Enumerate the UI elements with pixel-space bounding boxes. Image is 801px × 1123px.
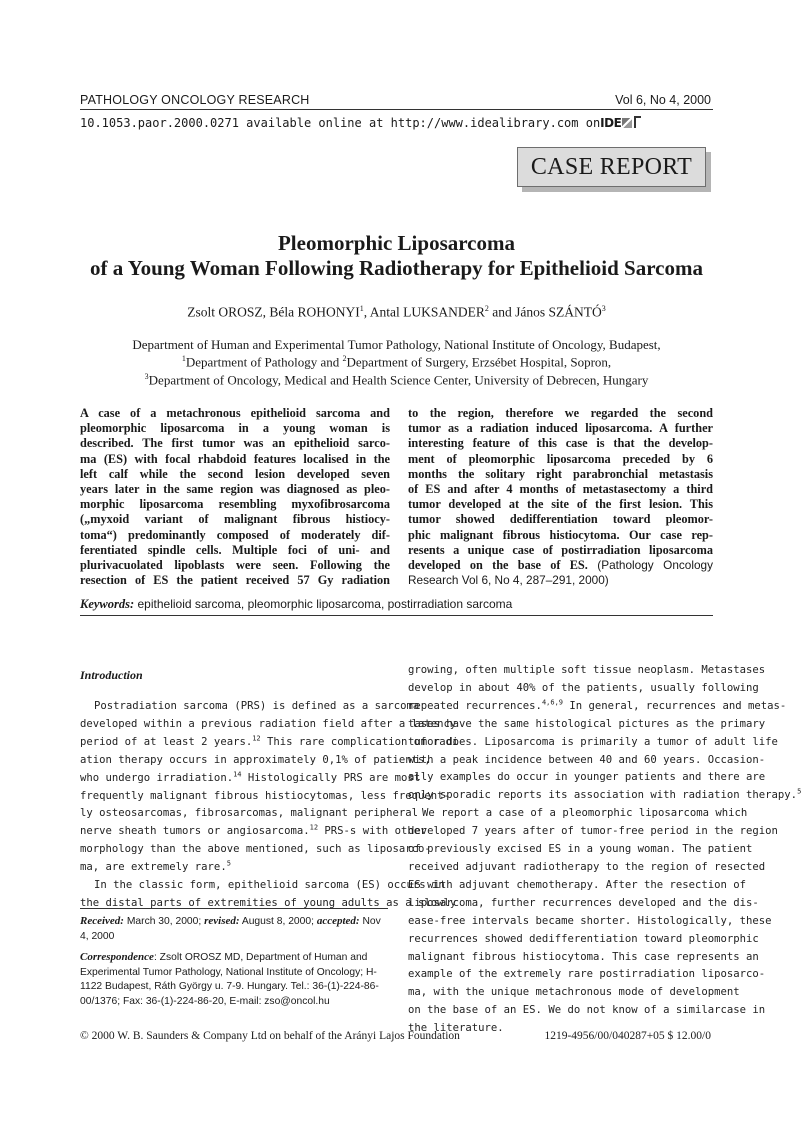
body-line	[80, 895, 457, 913]
body-text: ease-free intervals became shorter. Histologically, these	[408, 914, 772, 927]
author-list	[0, 304, 793, 321]
doi-line	[80, 116, 641, 130]
correspondence-text: : Zsolt OROSZ MD, Department of Human and Experimental Tumor Pathology, National Institute of Oncology; H-1122 Budapest, Ráth György u. 7-9. Hungary. Tel.: 36-(1)-224-86-00/1376; Fax: 36-(1)-224-86-20, E-mail: zso@oncol.hu	[80, 952, 379, 1007]
ideal-logo-bracket-icon	[634, 116, 641, 128]
body-line	[408, 859, 766, 877]
aff-2b: Department of Surgery, Erzsébet Hospital, Sopron,	[346, 354, 612, 370]
body-text: who undergo irradiation.	[80, 771, 234, 784]
author-sup-3: 3	[601, 304, 606, 313]
citation-superscript: 5	[797, 787, 801, 796]
abstract-line: months the solitary right parabronchial metastasis	[408, 466, 713, 481]
author-sup-2: 2	[484, 304, 489, 313]
affiliation-1: Department of Human and Experimental Tumor Pathology, National Institute of Oncology, Budapest,	[132, 337, 661, 352]
body-text: of previously excised ES in a young woman. The patient	[408, 843, 753, 856]
keywords-label: Keywords:	[80, 597, 135, 611]
section-heading-introduction: Introduction	[80, 668, 143, 682]
abstract-line: resection of ES the patient received 57 Gy radiation	[80, 573, 390, 588]
abstract-line: interesting feature of this case is that the develop-	[408, 436, 713, 451]
body-line	[408, 949, 759, 967]
body-line	[408, 841, 753, 859]
body-text: Postradiation sarcoma (PRS) is defined as a sarcoma	[94, 700, 420, 712]
body-text: In the classic form, epithelioid sarcoma (ES) occurs in	[94, 879, 445, 892]
abstract-line: toma“) predominantly composed of moderately dif-	[80, 527, 390, 542]
body-line	[80, 788, 450, 806]
body-line	[408, 984, 740, 1002]
abstract-line: morphic liposarcoma resembling myxofibrosarcoma	[80, 497, 390, 512]
body-text: liposarcoma, further recurrences developed and the dis-	[408, 896, 759, 909]
citation-superscript: 12	[252, 734, 261, 743]
journal-name: PATHOLOGY ONCOLOGY RESEARCH	[80, 93, 310, 107]
received-label: Received:	[80, 915, 124, 927]
revised-date: August 8, 2000;	[239, 916, 317, 927]
ideal-logo	[600, 116, 641, 130]
keywords-text: epithelioid sarcoma, pleomorphic liposarcoma, postirradiation sarcoma	[134, 597, 513, 611]
body-line	[408, 752, 766, 770]
abstract-line: („myxoid variant of malignant fibrous histiocy-	[80, 512, 390, 527]
volume-info: Vol 6, No 4, 2000	[615, 93, 711, 107]
accepted-label: accepted:	[316, 915, 360, 927]
article-title-line-2: of a Young Woman Following Radiotherapy for Epithelioid Sarcoma	[90, 256, 703, 280]
abstract-citation: (Pathology Oncology	[587, 558, 713, 573]
author-names-2: , Antal LUKSANDER	[363, 304, 485, 320]
body-text: tumor does. Liposarcoma is primarily a tumor of adult life	[408, 735, 778, 748]
abstract-line: tumor showed dedifferentiation toward pleomor-	[408, 512, 713, 527]
body-line	[408, 823, 778, 841]
body-line	[80, 877, 445, 895]
body-text: developed 7 years after of tumor-free period in the region	[408, 825, 778, 838]
citation-superscript: 5	[226, 859, 231, 868]
body-text: ally examples do occur in younger patients and there are	[408, 771, 766, 784]
body-line	[80, 823, 427, 841]
correspondence	[80, 950, 388, 1009]
keywords	[80, 597, 512, 612]
body-line	[80, 698, 420, 716]
citation-superscript: 4,6,9	[541, 698, 564, 707]
article-title-line-1: Pleomorphic Liposarcoma	[277, 231, 515, 255]
body-text: ma, with the unique metachronous mode of development	[408, 986, 740, 999]
body-line	[408, 1002, 766, 1020]
body-line	[408, 913, 772, 931]
intro-right-column	[408, 662, 801, 1038]
body-line	[408, 698, 787, 716]
body-text: malignant fibrous histiocytoma. This case represents an	[408, 950, 759, 963]
body-line	[408, 877, 747, 895]
correspondence-label: Correspondence	[80, 951, 154, 963]
body-text: morphology than the above mentioned, such as liposarco-	[80, 843, 431, 856]
body-text: ation therapy occurs in approximately 0,1% of patients,	[80, 753, 431, 766]
abstract-line: left calf while the second lesion developed seven	[80, 466, 390, 481]
body-line	[408, 895, 759, 913]
case-report-badge: CASE REPORT	[517, 147, 706, 187]
body-line	[408, 805, 748, 823]
body-line	[408, 966, 766, 984]
abstract-last-bold: developed on the base of ES.	[408, 558, 588, 573]
body-text: Histologically PRS are most	[241, 771, 421, 784]
abstract-line: phic malignant fibrous histiocytoma. Our case rep-	[408, 527, 713, 542]
aff-sup-2: 2	[342, 354, 347, 363]
abstract-line: resents a unique case of postirradiation liposarcoma	[408, 542, 713, 557]
body-line	[408, 734, 778, 752]
body-text: PRS-s with other	[318, 825, 427, 838]
body-text: repeated recurrences.	[408, 699, 542, 712]
body-line	[408, 787, 801, 805]
accepted-date: Nov 4, 2000	[80, 916, 381, 942]
aff-3-text: Department of Oncology, Medical and Health Science Center, University of Debrecen, Hungary	[148, 372, 649, 388]
header-rule	[80, 109, 713, 110]
body-text: the distal parts of extremities of young adults as a slowly	[80, 896, 457, 909]
revised-label: revised:	[204, 915, 240, 927]
body-text: ly osteosarcomas, fibrosarcomas, malignant peripheral	[80, 807, 419, 820]
article-footnote	[80, 914, 388, 1009]
abstract-line: pleomorphic liposarcoma in a young woman is	[80, 421, 390, 436]
author-sup-1: 1	[359, 304, 364, 313]
abstract-right-column	[408, 406, 713, 588]
author-names-3: and János SZÁNTÓ	[488, 304, 602, 320]
abstract-line: years later in the same region was diagnosed as pleo-	[80, 482, 390, 497]
body-line	[80, 841, 431, 859]
body-text: growing, often multiple soft tissue neoplasm. Metastases	[408, 664, 766, 676]
body-line	[408, 680, 759, 698]
abstract-line: ma (ES) with focal rhabdoid features localised in the	[80, 451, 390, 466]
abstract-line: tumor developed at the site of the first lesion. This	[408, 497, 713, 512]
body-text: recurrences showed dedifferentiation toward pleomorphic	[408, 932, 759, 945]
body-text: nerve sheath tumors or angiosarcoma.	[80, 825, 310, 838]
body-text: example of the extremely rare postirradiation liposarco-	[408, 968, 766, 981]
body-line	[80, 859, 388, 877]
received-date: March 30, 2000;	[123, 916, 205, 927]
body-line	[80, 770, 421, 788]
abstract-line: ferentiated spindle cells. Multiple foci of uni- and	[80, 542, 390, 557]
body-line	[408, 662, 766, 680]
author-names-1: Zsolt OROSZ, Béla ROHONYI	[187, 304, 360, 320]
body-text: developed within a previous radiation field after a latency	[80, 717, 457, 730]
citation-superscript: 12	[309, 823, 319, 832]
ideal-logo-text: IDE	[600, 116, 622, 130]
footnote-rule	[80, 908, 388, 909]
abstract-line: described. The first tumor was an epithelioid sarco-	[80, 436, 390, 451]
body-line	[80, 716, 457, 734]
aff-2a: Department of Pathology and	[185, 354, 343, 370]
affiliation-2	[0, 354, 793, 370]
abstract-line: A case of a metachronous epithelioid sarcoma and	[80, 406, 390, 420]
abstract-line: plurivacuolated lipoblasts were seen. Following the	[80, 558, 390, 573]
body-text: ma, are extremely rare.	[80, 861, 227, 874]
citation-superscript: 14	[233, 770, 242, 779]
keywords-rule	[80, 615, 713, 616]
abstract-line	[408, 558, 713, 573]
body-text: the literature.	[408, 1022, 504, 1035]
abstract-line: tumor as a radiation induced liposarcoma. A further	[408, 421, 713, 436]
dates-line	[80, 914, 388, 944]
body-text: period of at least 2 years.	[80, 735, 253, 748]
aff-sup-3: 3	[144, 372, 149, 381]
intro-left-column	[80, 698, 465, 913]
body-text: on the base of an ES. We do not know of a similarcase in	[408, 1004, 766, 1017]
body-text: In general, recurrences and metas-	[563, 699, 787, 712]
body-text: ES with adjuvant chemotherapy. After the resection of	[408, 878, 747, 891]
body-text: tases have the same histological pictures as the primary	[408, 717, 766, 730]
body-text: frequently malignant fibrous histiocytomas, less frequent-	[80, 789, 450, 802]
body-text: with a peak incidence between 40 and 60 years. Occasion-	[408, 753, 766, 766]
body-line	[408, 769, 766, 787]
copyright-notice: © 2000 W. B. Saunders & Company Ltd on behalf of the Arányi Lajos Foundation	[80, 1030, 460, 1042]
body-line	[80, 752, 431, 770]
abstract-line: of ES and after 4 months of metastasectomy a third	[408, 482, 713, 497]
body-line	[80, 805, 419, 823]
doi-text: 10.1053.paor.2000.0271 available online at http://www.idealibrary.com on	[80, 116, 601, 130]
body-text: develop in about 40% of the patients, usually following	[408, 681, 759, 694]
body-text: We report a case of a pleomorphic liposarcoma which	[422, 807, 748, 820]
abstract-line: ment of pleomorphic liposarcoma preceded by 6	[408, 451, 713, 466]
body-text: This rare complication of radi-	[260, 735, 465, 748]
body-line	[80, 734, 465, 752]
body-line	[408, 716, 766, 734]
issn-code: 1219-4956/00/040287+05 $ 12.00/0	[544, 1030, 711, 1042]
body-line	[408, 931, 759, 949]
abstract-left-column	[80, 406, 390, 588]
body-text: only sporadic reports its association with radiation therapy.	[408, 789, 798, 802]
body-text: received adjuvant radiotherapy to the region of resected	[408, 860, 766, 873]
ideal-logo-mark-icon	[622, 118, 632, 128]
abstract-line: to the region, therefore we regarded the second	[408, 406, 713, 420]
affiliation-3	[0, 372, 793, 388]
aff-sup-1: 1	[181, 354, 186, 363]
abstract-citation-line: Research Vol 6, No 4, 287–291, 2000)	[408, 573, 609, 588]
